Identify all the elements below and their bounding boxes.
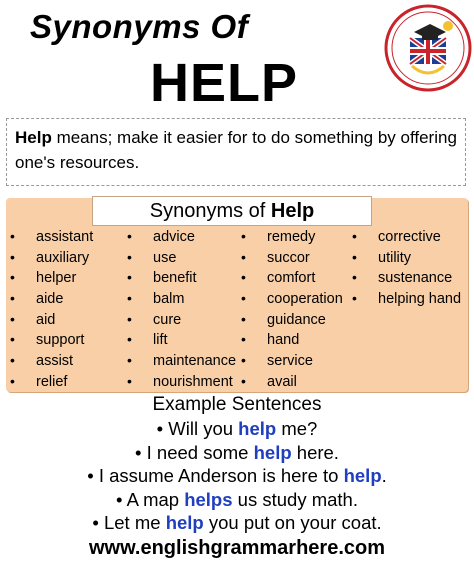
synonyms-heading-word: Help: [270, 200, 315, 222]
definition-term: Help: [15, 128, 52, 147]
list-item: • lift: [127, 331, 168, 349]
site-logo: [382, 0, 472, 100]
list-item: • assist: [10, 352, 74, 370]
list-item: • succor: [241, 248, 310, 266]
example-sentence: • Will you help me?: [156, 418, 318, 439]
list-item: • helping hand: [352, 290, 462, 308]
list-item: • helper: [10, 269, 77, 287]
list-item: • sustenance: [352, 269, 453, 287]
list-item: • benefit: [127, 269, 197, 287]
list-item: • hand: [241, 331, 300, 349]
examples-title: Example Sentences: [152, 394, 322, 415]
list-item: • nourishment: [127, 372, 233, 390]
example-sentence: • I assume Anderson is here to help.: [87, 465, 387, 486]
list-item: • guidance: [241, 310, 326, 328]
list-item: • aide: [10, 290, 64, 308]
list-item: • remedy: [241, 228, 316, 245]
list-item: • relief: [10, 372, 68, 390]
synonyms-heading: [92, 196, 372, 226]
synonyms-heading-prefix: Synonyms of: [149, 200, 271, 222]
list-item: • balm: [127, 290, 185, 308]
list-item: • use: [127, 248, 177, 266]
list-item: • advice: [127, 228, 195, 245]
definition-box: [6, 118, 466, 186]
list-item: • maintenance: [127, 352, 237, 370]
list-item: • support: [10, 331, 85, 349]
list-item: • cooperation: [241, 290, 343, 308]
list-item: • cure: [127, 310, 182, 328]
synonym-column-3: [241, 226, 343, 392]
example-sentence: • I need some help here.: [135, 442, 339, 463]
list-item: • avail: [241, 372, 297, 390]
list-item: • utility: [352, 248, 412, 266]
list-item: • aid: [10, 310, 56, 328]
title-line-1: Synonyms Of: [30, 8, 249, 45]
synonym-column-1: [10, 226, 93, 392]
list-item: • auxiliary: [10, 248, 90, 266]
synonym-column-2: [127, 226, 236, 392]
example-sentence: • Let me help you put on your coat.: [92, 512, 382, 533]
list-item: • assistant: [10, 228, 94, 245]
synonym-column-4: [352, 226, 461, 309]
website-url: www.englishgrammarhere.com: [88, 537, 385, 559]
list-item: • comfort: [241, 269, 316, 287]
example-sentence: • A map helps us study math.: [116, 489, 358, 510]
definition-text: means; make it easier for to do something by offering one's resources.: [15, 128, 457, 172]
list-item: • service: [241, 352, 313, 370]
title-line-2: HELP: [150, 53, 299, 113]
list-item: • corrective: [352, 228, 441, 245]
